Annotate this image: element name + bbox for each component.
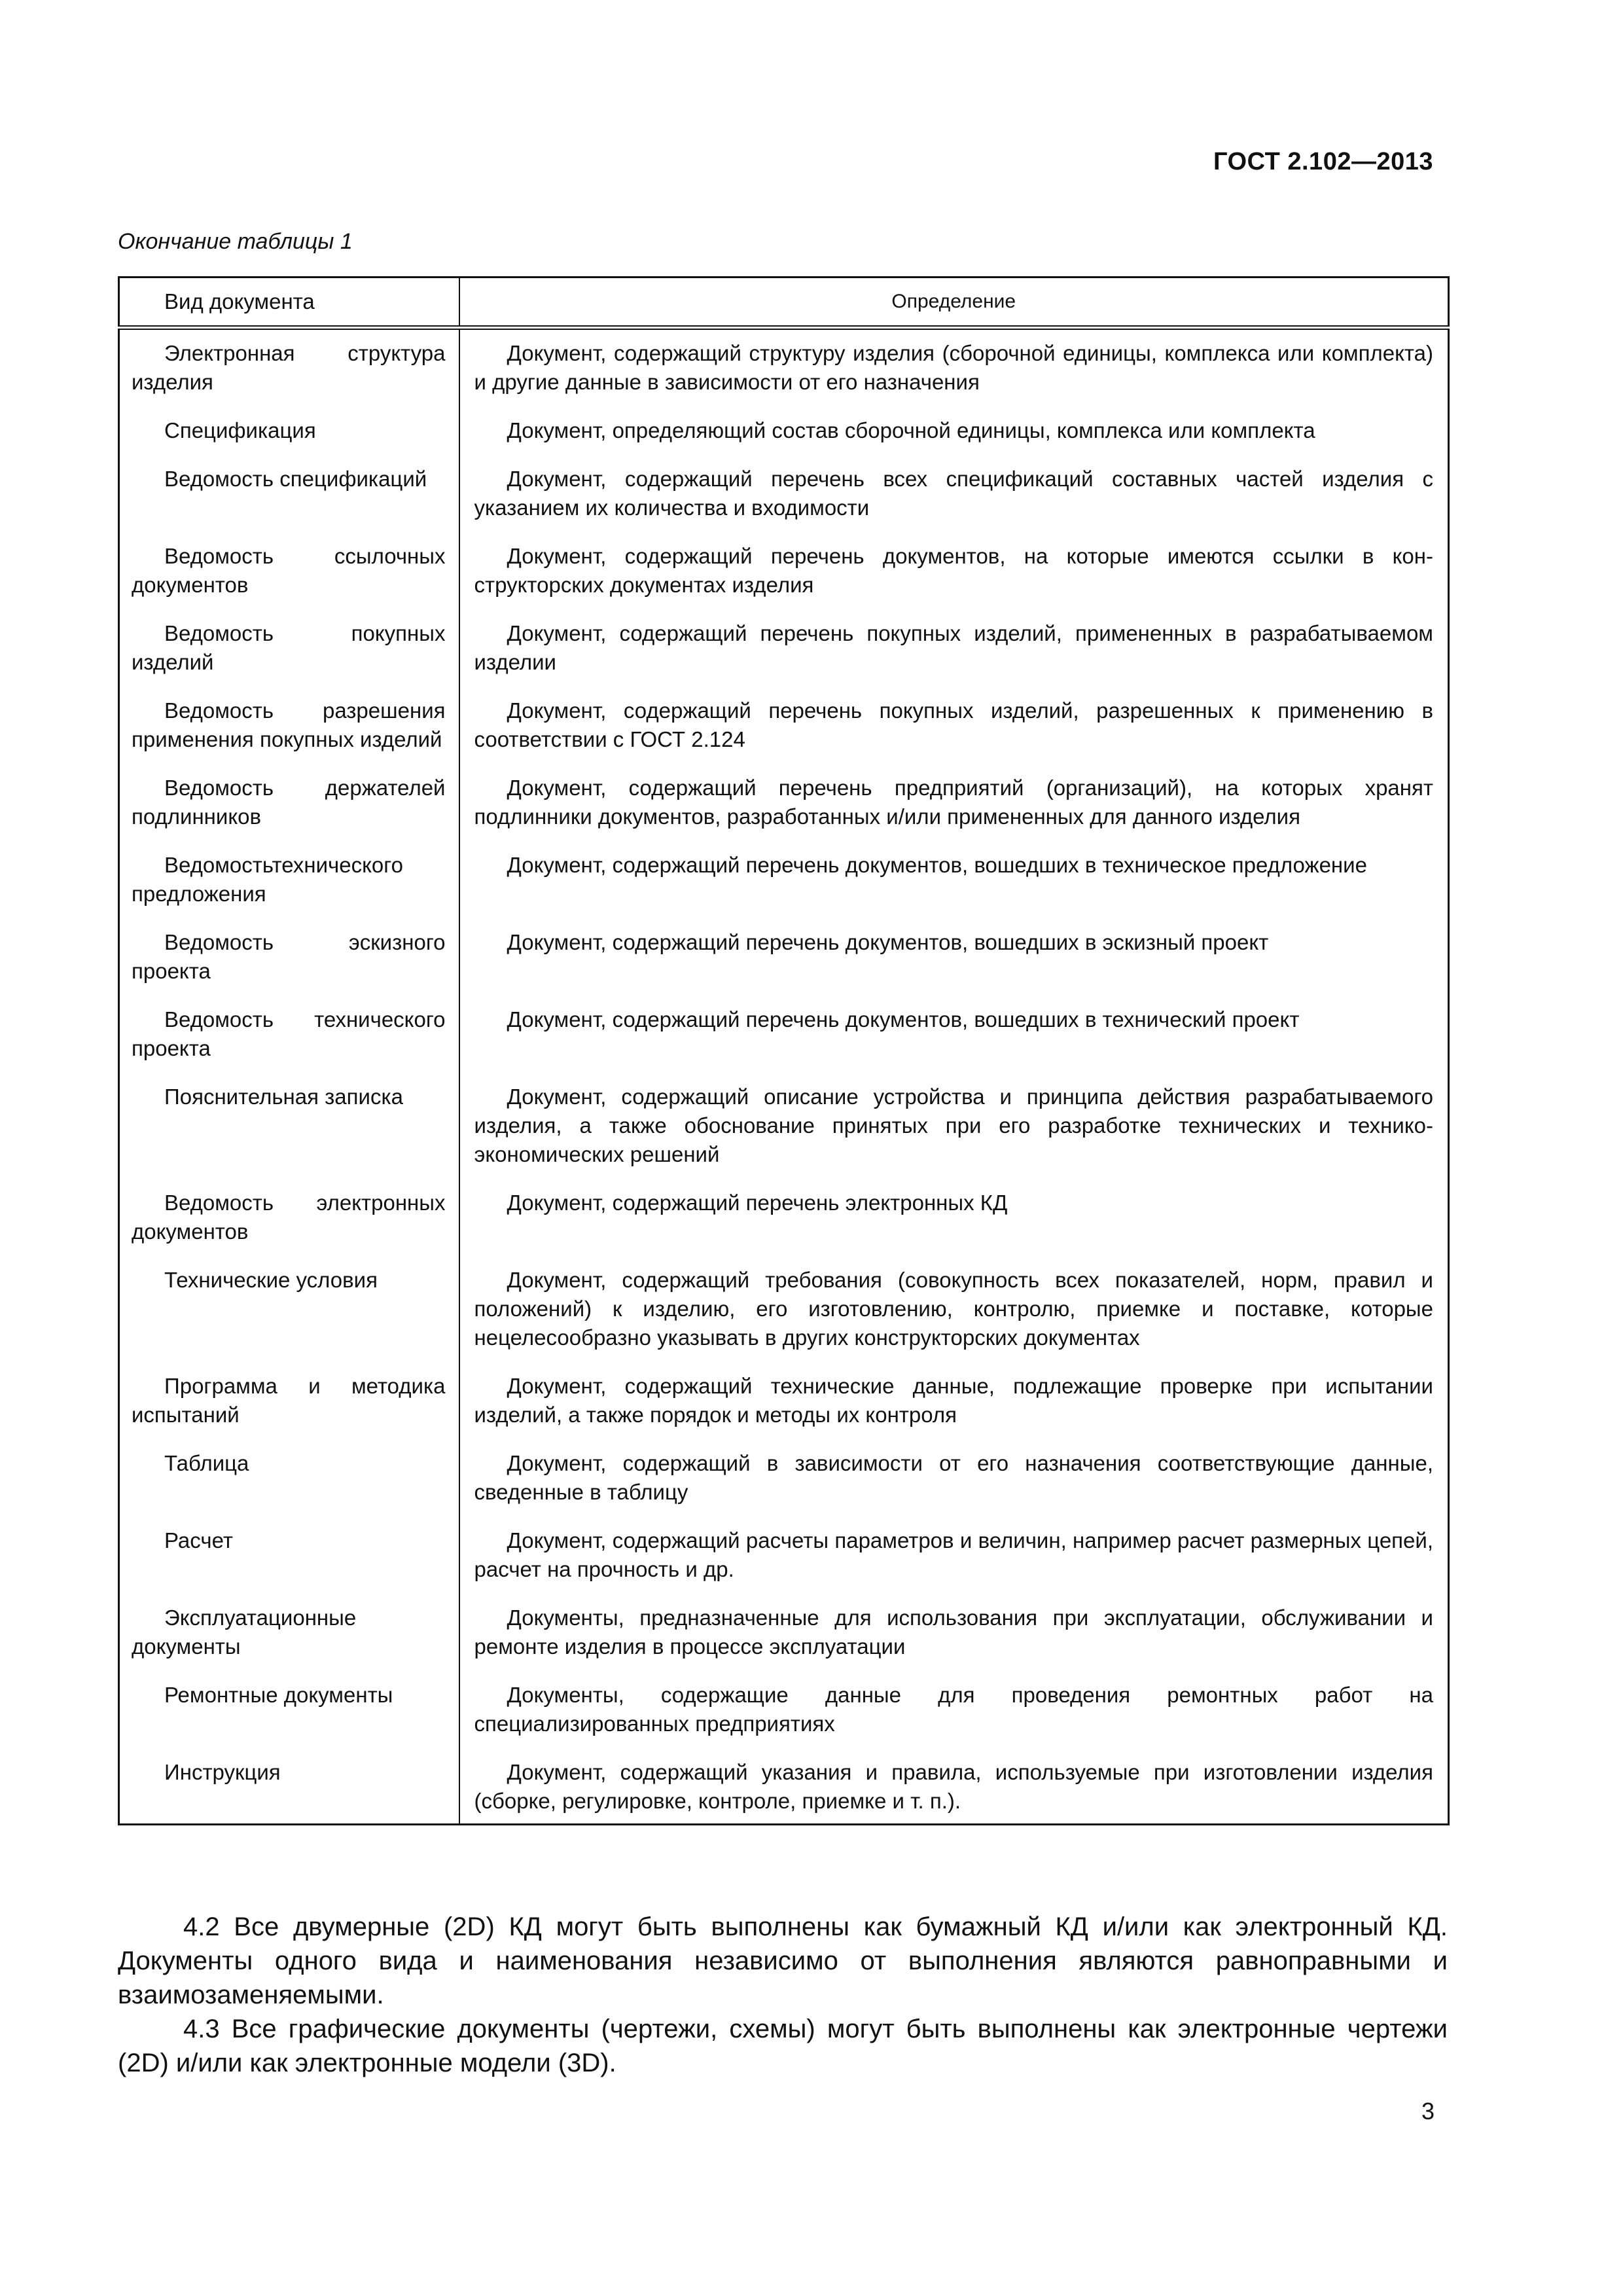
- table-row: [119, 1449, 1449, 1526]
- definition-cell: [459, 1526, 1449, 1604]
- document-type-cell: [119, 696, 459, 774]
- table-row: [119, 1083, 1449, 1189]
- definition-text: Документ, содержащий расчеты параметров и величин, например расчет размерных цепей, расчет на прочность и др.: [474, 1528, 1433, 1581]
- standard-code: ГОСТ 2.102—2013: [1213, 148, 1433, 175]
- definition-cell: [459, 465, 1449, 542]
- document-type-cell: [119, 542, 459, 619]
- definition-text: Документ, содержащий перечень покупных изделий, примененных в разрабатываемом изделии: [474, 621, 1433, 674]
- definition-cell: [459, 619, 1449, 696]
- document-type-text: Ведомость технического проекта: [132, 1007, 446, 1060]
- document-type-cell: [119, 465, 459, 542]
- document-type-text: Ремонтные документы: [164, 1683, 393, 1707]
- document-type-cell: [119, 774, 459, 851]
- table-row: [119, 465, 1449, 542]
- definition-text: Документы, содержащие данные для проведения ремонтных работ на специализированных предприятиях: [474, 1683, 1433, 1736]
- definition-text: Документ, содержащий описание устройства и принципа действия разрабатываемого изделия, а также обоснование принятых при его разработке технических и технико-экономических решений: [474, 1085, 1433, 1166]
- document-type-text: Инструкция: [164, 1760, 281, 1784]
- document-type-text: Ведомость покупных изделий: [132, 621, 446, 674]
- table-header-row: [119, 278, 1449, 328]
- document-type-text: Эксплуатационные документы: [132, 1605, 357, 1659]
- document-type-cell: [119, 1604, 459, 1681]
- definition-text: Документ, содержащий требования (совокупность всех показателей, норм, правил и положений) к изделию, его изготовлению, контролю, приемке и поставке, которые нецелесообразно указывать в других конструкторских документах: [474, 1268, 1433, 1350]
- table-row: [119, 1266, 1449, 1372]
- definition-text: Документ, содержащий перечень документов, вошедших в технический проект: [507, 1007, 1300, 1031]
- definition-cell: [459, 696, 1449, 774]
- document-type-cell: [119, 328, 459, 417]
- document-type-text: Ведомость ссылочных документов: [132, 544, 446, 597]
- document-type-text: Расчет: [164, 1528, 233, 1552]
- table-row: [119, 1604, 1449, 1681]
- paragraph-4-3: 4.3 Все графические документы (чертежи, схемы) могут быть выполнены как электронные чертежи (2D) и/или как электронные модели (3D).: [118, 2015, 1448, 2077]
- document-type-cell: [119, 1005, 459, 1083]
- definition-text: Документ, содержащий указания и правила, используемые при изготовлении изделия (сборке, регулировке, контроле, приемке и т. п.).: [474, 1760, 1433, 1813]
- document-type-cell: [119, 851, 459, 928]
- document-type-cell: [119, 619, 459, 696]
- definition-cell: [459, 542, 1449, 619]
- definition-cell: [459, 1372, 1449, 1449]
- definition-cell: [459, 1083, 1449, 1189]
- document-type-cell: [119, 928, 459, 1005]
- document-type-text: Программа и методика испытаний: [132, 1374, 446, 1427]
- definition-text: Документ, содержащий перечень электронных КД: [507, 1191, 1008, 1215]
- document-type-text: Ведомость разрешения применения покупных изделий: [132, 698, 446, 751]
- table-row: [119, 1526, 1449, 1604]
- definition-text: Документ, содержащий перечень покупных изделий, разрешенных к применению в соответствии с ГОСТ 2.124: [474, 698, 1433, 751]
- table-container: [118, 276, 1448, 1825]
- document-types-table: [118, 276, 1450, 1825]
- definition-cell: [459, 328, 1449, 417]
- document-type-text: Спецификация: [164, 418, 316, 442]
- table-row: [119, 774, 1449, 851]
- definition-cell: [459, 1005, 1449, 1083]
- table-row: [119, 1758, 1449, 1825]
- document-type-text: Ведомость спецификаций: [164, 467, 427, 491]
- paragraph-4-2: 4.2 Все двумерные (2D) КД могут быть выполнены как бумажный КД и/или как электронный КД. Документы одного вида и наименования независимо от выполнения являются равноправными и взаимозаменяемыми.: [118, 1912, 1448, 2009]
- table-row: [119, 1189, 1449, 1266]
- definition-text: Документ, содержащий технические данные, подлежащие проверке при испытании изделий, а также порядок и методы их контроля: [474, 1374, 1433, 1427]
- document-type-text: Ведомостьтехнического предложения: [132, 853, 403, 906]
- body-text: [118, 1910, 1448, 2080]
- table-row: [119, 851, 1449, 928]
- document-type-cell: [119, 416, 459, 465]
- definition-cell: [459, 1758, 1449, 1825]
- definition-text: Документ, определяющий состав сборочной единицы, комплекса или комплекта: [507, 418, 1315, 442]
- table-row: [119, 328, 1449, 417]
- document-type-cell: [119, 1526, 459, 1604]
- table-row: [119, 928, 1449, 1005]
- document-type-text: Таблица: [164, 1451, 249, 1475]
- document-type-text: Ведомость держателей подлинников: [132, 776, 446, 829]
- table-row: [119, 1681, 1449, 1758]
- definition-cell: [459, 851, 1449, 928]
- definition-text: Документ, содержащий перечень документов, вошедших в эскизный проект: [507, 930, 1269, 954]
- document-type-cell: [119, 1681, 459, 1758]
- document-type-text: Технические условия: [164, 1268, 378, 1292]
- table-caption: Окончание таблицы 1: [118, 229, 353, 254]
- table-row: [119, 1005, 1449, 1083]
- definition-text: Документ, содержащий структуру изделия (сборочной единицы, комплекса или комплекта) и другие данные в зависимости от его назначения: [474, 341, 1433, 394]
- definition-cell: [459, 416, 1449, 465]
- page-number: 3: [1421, 2098, 1435, 2125]
- definition-cell: [459, 928, 1449, 1005]
- column-header-document-type: Вид документа: [119, 278, 459, 328]
- definition-cell: [459, 1189, 1449, 1266]
- definition-cell: [459, 774, 1449, 851]
- document-type-text: Ведомость эскизного проекта: [132, 930, 446, 983]
- definition-cell: [459, 1681, 1449, 1758]
- definition-cell: [459, 1604, 1449, 1681]
- table-row: [119, 619, 1449, 696]
- document-type-text: Электронная структура изделия: [132, 341, 446, 394]
- table-row: [119, 696, 1449, 774]
- definition-text: Документ, содержащий перечень документов, вошедших в техническое предложение: [507, 853, 1367, 877]
- definition-text: Документ, содержащий в зависимости от его назначения соответствующие данные, сведенные в таблицу: [474, 1451, 1433, 1504]
- document-type-cell: [119, 1189, 459, 1266]
- document-type-cell: [119, 1266, 459, 1372]
- definition-cell: [459, 1266, 1449, 1372]
- document-type-text: Пояснительная записка: [164, 1085, 403, 1109]
- table-row: [119, 416, 1449, 465]
- definition-text: Документы, предназначенные для использования при эксплуатации, обслуживании и ремонте изделия в процессе эксплуатации: [474, 1605, 1433, 1659]
- table-row: [119, 542, 1449, 619]
- definition-cell: [459, 1449, 1449, 1526]
- table-row: [119, 1372, 1449, 1449]
- definition-text: Документ, содержащий перечень предприятий (организаций), на которых хранят подлинники документов, разработанных и/или примененных для данного изделия: [474, 776, 1433, 829]
- definition-text: Документ, содержащий перечень документов, на которые имеются ссылки в конструкторских документах изделия: [474, 544, 1433, 597]
- document-type-cell: [119, 1758, 459, 1825]
- document-type-cell: [119, 1449, 459, 1526]
- document-type-cell: [119, 1372, 459, 1449]
- table-body: [119, 328, 1449, 1825]
- column-header-definition: Определение: [459, 278, 1449, 328]
- document-type-cell: [119, 1083, 459, 1189]
- document-type-text: Ведомость электронных документов: [132, 1191, 446, 1244]
- definition-text: Документ, содержащий перечень всех спецификаций составных частей изделия с указанием их количества и входимости: [474, 467, 1433, 520]
